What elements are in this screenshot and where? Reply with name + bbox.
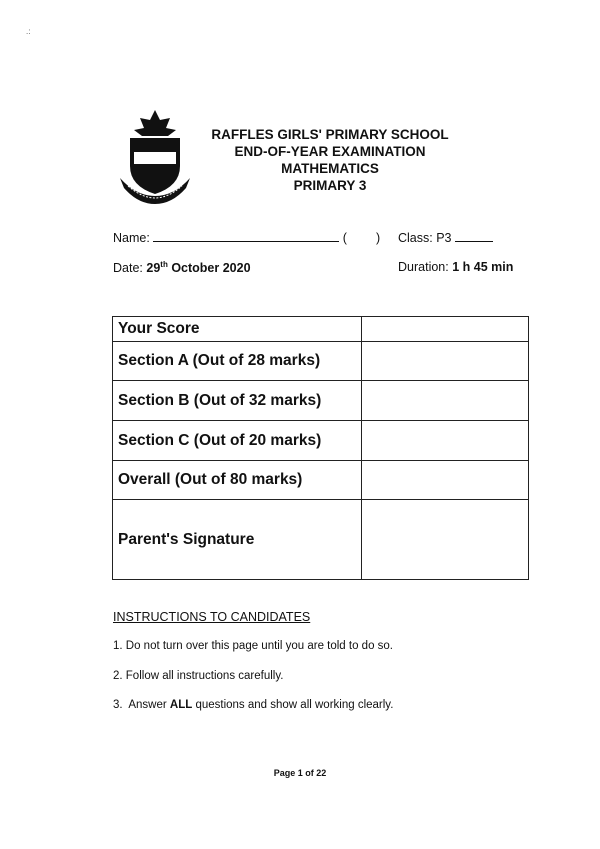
index-open-paren: ( <box>342 231 347 245</box>
instruction-item: 2. Follow all instructions carefully. <box>113 670 284 682</box>
duration-value: 1 h 45 min <box>452 260 514 274</box>
score-value-cell[interactable] <box>362 381 529 421</box>
index-close-paren: ) <box>375 231 381 245</box>
exam-title: END-OF-YEAR EXAMINATION <box>234 144 426 159</box>
date-suffix: th <box>160 260 168 269</box>
class-label: Class: P3 <box>398 231 452 245</box>
score-label: Your Score <box>113 317 362 342</box>
table-row <box>113 500 529 580</box>
date-rest: October 2020 <box>171 261 251 276</box>
score-label: Overall (Out of 80 marks) <box>113 461 362 500</box>
class-field[interactable] <box>455 241 493 242</box>
duration-label: Duration: <box>398 260 449 274</box>
exam-header <box>180 126 480 194</box>
score-value-cell[interactable] <box>362 461 529 500</box>
class-row <box>398 231 493 245</box>
table-row <box>113 421 529 461</box>
table-row <box>113 381 529 421</box>
score-table <box>112 316 529 580</box>
score-value-cell[interactable] <box>362 342 529 381</box>
instruction-item-suffix: questions and show all working clearly. <box>192 699 394 711</box>
name-field[interactable] <box>153 241 339 242</box>
school-name: RAFFLES GIRLS' PRIMARY SCHOOL <box>211 127 449 142</box>
page-number: Page 1 of 22 <box>273 768 327 778</box>
table-row <box>113 461 529 500</box>
instructions-title: INSTRUCTIONS TO CANDIDATES <box>113 610 311 624</box>
duration-row <box>398 260 513 274</box>
score-label: Parent's Signature <box>113 500 362 580</box>
instruction-item <box>113 699 393 711</box>
subject-title: MATHEMATICS <box>281 161 379 176</box>
level-title: PRIMARY 3 <box>293 178 367 193</box>
date-day: 29 <box>146 261 161 276</box>
scan-mark: .: <box>26 27 31 36</box>
date-label: Date: <box>113 261 143 276</box>
score-value-cell[interactable] <box>362 421 529 461</box>
score-label: Section A (Out of 28 marks) <box>113 342 362 381</box>
instruction-item: 1. Do not turn over this page until you are told to do so. <box>113 640 394 652</box>
table-row <box>113 342 529 381</box>
name-row <box>113 231 380 245</box>
signature-cell[interactable] <box>362 500 529 580</box>
name-label: Name: <box>113 231 150 245</box>
instruction-item-emphasis: ALL <box>169 699 193 711</box>
date-row <box>113 260 251 275</box>
score-value-cell[interactable] <box>362 317 529 342</box>
table-row <box>113 317 529 342</box>
score-label: Section B (Out of 32 marks) <box>113 381 362 421</box>
instruction-item-prefix: 3. Answer <box>113 699 170 711</box>
score-label: Section C (Out of 20 marks) <box>113 421 362 461</box>
